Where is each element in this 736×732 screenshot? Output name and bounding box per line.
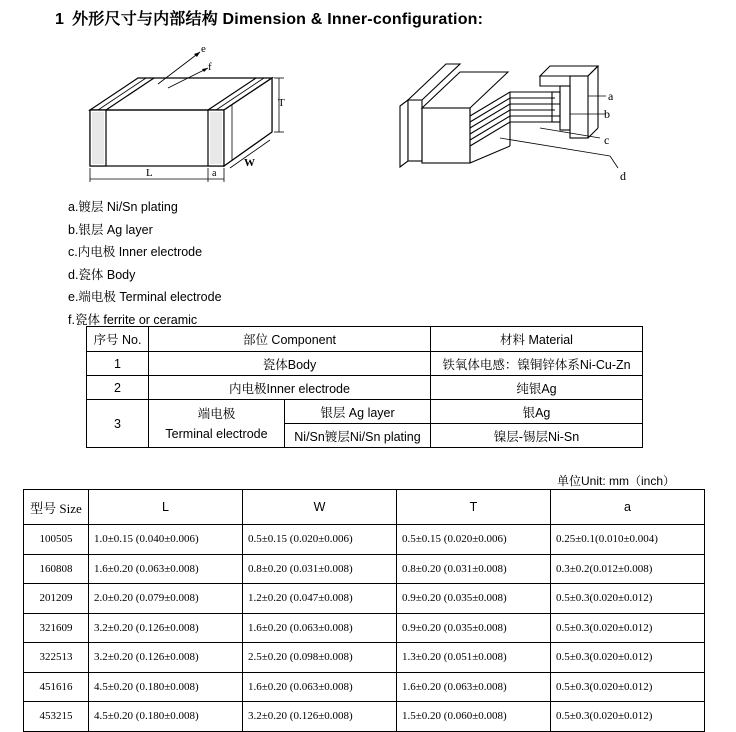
cell-w: 0.5±0.15 (0.020±0.006) bbox=[243, 525, 397, 555]
fig-label-f: f bbox=[208, 61, 212, 73]
table-header-row bbox=[24, 490, 705, 525]
header-t: T bbox=[397, 490, 551, 525]
fig-label-e: e bbox=[201, 43, 206, 55]
cell-size: 453215 bbox=[24, 702, 89, 732]
fig-label-l: L bbox=[146, 167, 153, 179]
table-row bbox=[24, 554, 705, 584]
legend-item-e: e.端电极 Terminal electrode bbox=[68, 290, 222, 304]
fig-label-t: T bbox=[278, 97, 285, 109]
table-row bbox=[87, 352, 643, 376]
cell-subcomponent: Ni/Sn镀层Ni/Sn plating bbox=[285, 424, 431, 448]
unit-label: 单位Unit: mm（inch） bbox=[557, 474, 676, 488]
cell-w: 0.8±0.20 (0.031±0.008) bbox=[243, 554, 397, 584]
cell-t: 1.3±0.20 (0.051±0.008) bbox=[397, 643, 551, 673]
dimension-drawing bbox=[70, 38, 310, 188]
cell-t: 0.9±0.20 (0.035±0.008) bbox=[397, 584, 551, 614]
table-row bbox=[24, 702, 705, 732]
section-heading bbox=[55, 6, 483, 29]
cell-w: 1.6±0.20 (0.063±0.008) bbox=[243, 613, 397, 643]
cell-l: 2.0±0.20 (0.079±0.008) bbox=[89, 584, 243, 614]
cell-a: 0.5±0.3(0.020±0.012) bbox=[551, 672, 705, 702]
cell-material: 铁氧体电感：镍铜锌体系Ni-Cu-Zn bbox=[431, 352, 643, 376]
cell-size: 322513 bbox=[24, 643, 89, 673]
cell-no: 3 bbox=[87, 400, 149, 448]
inner-configuration-drawing bbox=[390, 56, 640, 186]
cell-a: 0.5±0.3(0.020±0.012) bbox=[551, 613, 705, 643]
legend-item-d: d.瓷体 Body bbox=[68, 267, 136, 282]
header-material: 材料 Material bbox=[431, 327, 643, 352]
component-table bbox=[86, 326, 643, 448]
cell-material: 银Ag bbox=[431, 400, 643, 424]
header-a: a bbox=[551, 490, 705, 525]
cell-a: 0.5±0.3(0.020±0.012) bbox=[551, 584, 705, 614]
cell-size: 321609 bbox=[24, 613, 89, 643]
table-header-row bbox=[87, 327, 643, 352]
legend-item-a: a.镀层 Ni/Sn plating bbox=[68, 200, 178, 214]
legend-item-f: f.瓷体 ferrite or ceramic bbox=[68, 312, 198, 327]
terminal-electrode-cn: 端电极 bbox=[197, 406, 236, 421]
cell-material: 纯银Ag bbox=[431, 376, 643, 400]
section-number: 1 bbox=[55, 11, 65, 28]
cell-l: 1.6±0.20 (0.063±0.008) bbox=[89, 554, 243, 584]
cell-no: 1 bbox=[87, 352, 149, 376]
cell-component bbox=[149, 400, 285, 448]
cell-subcomponent: 银层 Ag layer bbox=[285, 400, 431, 424]
table-row bbox=[87, 400, 643, 424]
cell-component: 瓷体Body bbox=[149, 352, 431, 376]
table-row bbox=[24, 584, 705, 614]
cell-size: 160808 bbox=[24, 554, 89, 584]
cell-l: 4.5±0.20 (0.180±0.008) bbox=[89, 672, 243, 702]
cell-t: 1.6±0.20 (0.063±0.008) bbox=[397, 672, 551, 702]
cell-component: 内电极Inner electrode bbox=[149, 376, 431, 400]
fig-label-d-right: d bbox=[620, 169, 626, 183]
cell-size: 451616 bbox=[24, 672, 89, 702]
cell-w: 1.2±0.20 (0.047±0.008) bbox=[243, 584, 397, 614]
cell-no: 2 bbox=[87, 376, 149, 400]
cell-t: 1.5±0.20 (0.060±0.008) bbox=[397, 702, 551, 732]
cell-w: 1.6±0.20 (0.063±0.008) bbox=[243, 672, 397, 702]
cell-w: 3.2±0.20 (0.126±0.008) bbox=[243, 702, 397, 732]
cell-size: 201209 bbox=[24, 584, 89, 614]
cell-material: 镍层-锡层Ni-Sn bbox=[431, 424, 643, 448]
legend-item-b: b.银层 Ag layer bbox=[68, 222, 153, 237]
dimension-table bbox=[23, 489, 705, 732]
cell-l: 1.0±0.15 (0.040±0.006) bbox=[89, 525, 243, 555]
fig-label-b-right: b bbox=[604, 107, 610, 121]
table-row bbox=[24, 672, 705, 702]
header-w: W bbox=[243, 490, 397, 525]
cell-a: 0.5±0.3(0.020±0.012) bbox=[551, 643, 705, 673]
cell-a: 0.5±0.3(0.020±0.012) bbox=[551, 702, 705, 732]
header-l: L bbox=[89, 490, 243, 525]
table-row bbox=[24, 613, 705, 643]
legend-list bbox=[68, 196, 222, 331]
header-component: 部位 Component bbox=[149, 327, 431, 352]
section-title: 外形尺寸与内部结构 Dimension & Inner-configuration: bbox=[72, 11, 484, 28]
cell-l: 4.5±0.20 (0.180±0.008) bbox=[89, 702, 243, 732]
header-no: 序号 No. bbox=[87, 327, 149, 352]
header-size: 型号 Size bbox=[24, 490, 89, 525]
terminal-electrode-en: Terminal electrode bbox=[165, 426, 268, 441]
cell-a: 0.25±0.1(0.010±0.004) bbox=[551, 525, 705, 555]
cell-l: 3.2±0.20 (0.126±0.008) bbox=[89, 613, 243, 643]
cell-a: 0.3±0.2(0.012±0.008) bbox=[551, 554, 705, 584]
table-row bbox=[24, 525, 705, 555]
cell-t: 0.5±0.15 (0.020±0.006) bbox=[397, 525, 551, 555]
table-row bbox=[24, 643, 705, 673]
fig-label-w: W bbox=[244, 157, 255, 169]
table-row bbox=[87, 376, 643, 400]
cell-w: 2.5±0.20 (0.098±0.008) bbox=[243, 643, 397, 673]
cell-size: 100505 bbox=[24, 525, 89, 555]
fig-label-a-right: a bbox=[608, 89, 614, 103]
fig-label-c-right: c bbox=[604, 133, 610, 147]
legend-item-c: c.内电极 Inner electrode bbox=[68, 245, 203, 259]
cell-t: 0.9±0.20 (0.035±0.008) bbox=[397, 613, 551, 643]
fig-label-a: a bbox=[212, 168, 217, 179]
cell-t: 0.8±0.20 (0.031±0.008) bbox=[397, 554, 551, 584]
cell-l: 3.2±0.20 (0.126±0.008) bbox=[89, 643, 243, 673]
